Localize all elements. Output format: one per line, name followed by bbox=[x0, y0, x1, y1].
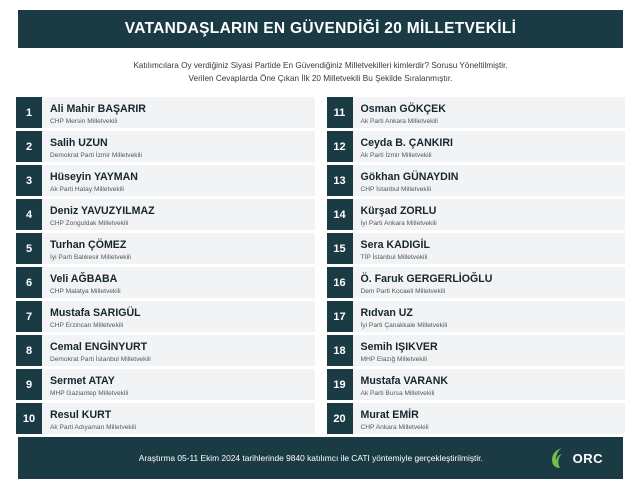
footer-note: Araştırma 05-11 Ekim 2024 tarihlerinde 9840 katılımcı ile CATI yöntemiyle gerçekleştirilmiştir. bbox=[138, 453, 483, 463]
rank-number: 2 bbox=[16, 131, 42, 162]
list-item-info bbox=[42, 267, 121, 298]
rank-number: 16 bbox=[327, 267, 353, 298]
rank-number: 13 bbox=[327, 165, 353, 196]
list-item bbox=[16, 335, 315, 366]
list-item-info bbox=[42, 335, 151, 366]
person-party: Demokrat Parti İzmir Milletvekili bbox=[50, 151, 142, 159]
person-party: MHP Gaziantep Milletvekili bbox=[50, 389, 129, 397]
list-item bbox=[327, 233, 626, 264]
subtitle-line-2: Verilen Cevaplarda Öne Çıkan İlk 20 Milletvekili Bu Şekilde Sıralanmıştır. bbox=[188, 73, 453, 83]
list-item bbox=[327, 165, 626, 196]
list-item bbox=[327, 301, 626, 332]
rank-number: 15 bbox=[327, 233, 353, 264]
rank-number: 14 bbox=[327, 199, 353, 230]
person-name: Deniz YAVUZYILMAZ bbox=[50, 205, 155, 218]
list-item bbox=[16, 267, 315, 298]
rank-number: 10 bbox=[16, 403, 42, 434]
person-name: Turhan ÇÖMEZ bbox=[50, 239, 127, 252]
list-item-info bbox=[42, 165, 138, 196]
list-item bbox=[16, 369, 315, 400]
list-item bbox=[16, 233, 315, 264]
page-title: VATANDAŞLARIN EN GÜVENDİĞİ 20 MİLLETVEKİLİ bbox=[124, 20, 517, 37]
person-party: CHP Malatya Milletvekili bbox=[50, 287, 121, 295]
list-item-info bbox=[353, 165, 459, 196]
person-name: Hüseyin YAYMAN bbox=[50, 171, 138, 184]
person-party: Ak Parti Ankara Milletvekili bbox=[360, 117, 438, 125]
rank-number: 17 bbox=[327, 301, 353, 332]
list-item-info bbox=[353, 267, 493, 298]
subtitle bbox=[61, 60, 581, 85]
ranking-columns bbox=[16, 97, 625, 437]
person-party: Ak Parti İzmir Milletvekili bbox=[360, 151, 432, 159]
rank-number: 4 bbox=[16, 199, 42, 230]
person-party: TİP İstanbul Milletvekili bbox=[360, 253, 428, 261]
rank-number: 19 bbox=[327, 369, 353, 400]
person-name: Mustafa VARANK bbox=[360, 375, 449, 388]
person-name: Veli AĞBABA bbox=[50, 273, 118, 286]
rank-number: 6 bbox=[16, 267, 42, 298]
person-name: Ali Mahir BAŞARIR bbox=[50, 103, 146, 116]
person-name: Ö. Faruk GERGERLİOĞLU bbox=[360, 273, 493, 286]
list-item-info bbox=[353, 97, 446, 128]
person-party: Ak Parti Hatay Milletvekili bbox=[50, 185, 125, 193]
logo-text: ORC bbox=[572, 450, 603, 466]
person-name: Gökhan GÜNAYDIN bbox=[360, 171, 459, 184]
list-item-info bbox=[353, 403, 429, 434]
footer-bar bbox=[18, 437, 623, 479]
person-party: Ak Parti Adıyaman Milletvekili bbox=[50, 423, 137, 431]
person-name: Murat EMİR bbox=[360, 409, 419, 422]
ranking-column-right bbox=[327, 97, 626, 437]
list-item-info bbox=[42, 97, 146, 128]
list-item-info bbox=[42, 301, 141, 332]
person-party: CHP Mersin Milletvekili bbox=[50, 117, 118, 125]
person-party: CHP İstanbul Milletvekili bbox=[360, 185, 432, 193]
person-party: Dem Parti Kocaeli Milletvekili bbox=[360, 287, 446, 295]
rank-number: 3 bbox=[16, 165, 42, 196]
list-item-info bbox=[353, 131, 453, 162]
rank-number: 20 bbox=[327, 403, 353, 434]
list-item-info bbox=[42, 131, 142, 162]
list-item bbox=[16, 199, 315, 230]
poll-infographic bbox=[0, 10, 641, 481]
list-item-info bbox=[42, 369, 128, 400]
person-name: Kürşad ZORLU bbox=[360, 205, 437, 218]
person-party: CHP Erzincan Milletvekili bbox=[50, 321, 124, 329]
list-item-info bbox=[353, 301, 448, 332]
rank-number: 5 bbox=[16, 233, 42, 264]
rank-number: 7 bbox=[16, 301, 42, 332]
list-item bbox=[327, 131, 626, 162]
rank-number: 1 bbox=[16, 97, 42, 128]
rank-number: 9 bbox=[16, 369, 42, 400]
page-title-bar bbox=[18, 10, 623, 48]
list-item bbox=[16, 97, 315, 128]
person-party: CHP Ankara Milletvekili bbox=[360, 423, 429, 431]
rank-number: 12 bbox=[327, 131, 353, 162]
list-item bbox=[327, 199, 626, 230]
person-party: İyi Parti Çanakkale Milletvekili bbox=[360, 321, 448, 329]
person-name: Cemal ENGİNYURT bbox=[50, 341, 148, 354]
person-name: Mustafa SARIGÜL bbox=[50, 307, 141, 320]
orc-logo bbox=[550, 447, 609, 469]
list-item bbox=[16, 131, 315, 162]
list-item bbox=[327, 97, 626, 128]
list-item-info bbox=[42, 403, 136, 434]
rank-number: 18 bbox=[327, 335, 353, 366]
person-name: Sera KADIGİL bbox=[360, 239, 430, 252]
person-name: Sermet ATAY bbox=[50, 375, 115, 388]
list-item bbox=[327, 369, 626, 400]
person-name: Semih IŞIKVER bbox=[360, 341, 438, 354]
list-item-info bbox=[353, 199, 437, 230]
leaf-icon bbox=[550, 447, 570, 469]
person-party: CHP Zonguldak Milletvekili bbox=[50, 219, 129, 227]
list-item bbox=[327, 335, 626, 366]
list-item bbox=[16, 165, 315, 196]
ranking-column-left bbox=[16, 97, 315, 437]
person-party: İyi Parti Balıkesir Milletvekili bbox=[50, 253, 131, 261]
person-party: MHP Elazığ Milletvekili bbox=[360, 355, 428, 363]
list-item bbox=[16, 301, 315, 332]
person-name: Rıdvan UZ bbox=[360, 307, 413, 320]
person-name: Ceyda B. ÇANKIRI bbox=[360, 137, 453, 150]
person-name: Resul KURT bbox=[50, 409, 112, 422]
person-party: Demokrat Parti İstanbul Milletvekili bbox=[50, 355, 151, 363]
rank-number: 8 bbox=[16, 335, 42, 366]
person-party: İyi Parti Ankara Milletvekili bbox=[360, 219, 437, 227]
list-item-info bbox=[353, 335, 438, 366]
rank-number: 11 bbox=[327, 97, 353, 128]
list-item bbox=[327, 267, 626, 298]
list-item-info bbox=[42, 199, 155, 230]
list-item-info bbox=[42, 233, 131, 264]
list-item-info bbox=[353, 369, 449, 400]
person-party: Ak Parti Bursa Milletvekili bbox=[360, 389, 435, 397]
list-item-info bbox=[353, 233, 430, 264]
subtitle-line-1: Katılımcılara Oy verdiğiniz Siyasi Partide En Güvendiğiniz Milletvekilleri kimlerdir? Sorusu Yöneltilmiştir. bbox=[133, 61, 508, 70]
list-item bbox=[16, 403, 315, 434]
person-name: Salih UZUN bbox=[50, 137, 108, 150]
list-item bbox=[327, 403, 626, 434]
person-name: Osman GÖKÇEK bbox=[360, 103, 446, 116]
